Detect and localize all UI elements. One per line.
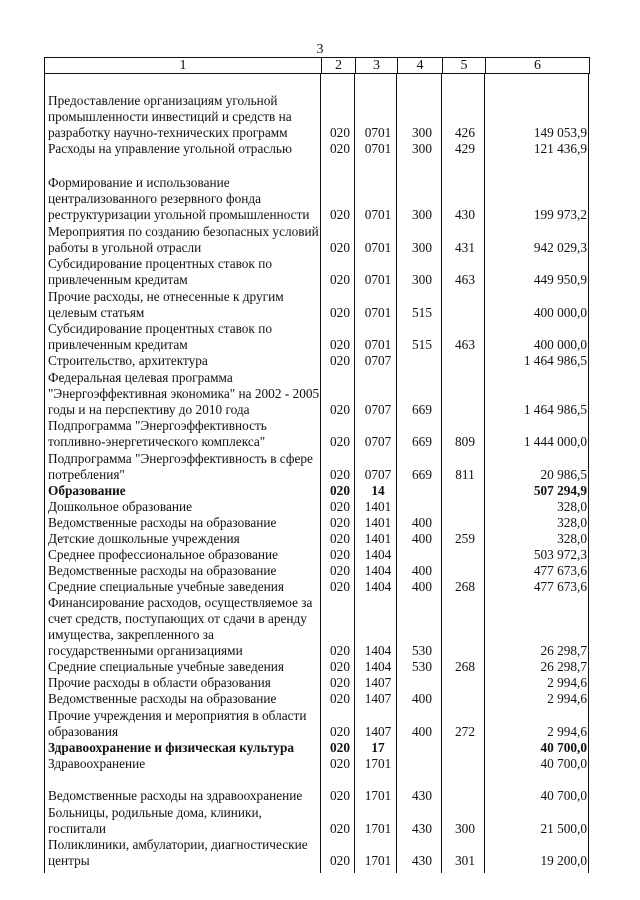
table-row [44, 691, 590, 707]
row-name: Средние специальные учебные заведения [48, 579, 284, 594]
row-col-2: 020 [330, 272, 350, 287]
row-col-2: 020 [330, 756, 350, 771]
row-col-3: 0701 [364, 240, 392, 255]
row-col-4: 300 [412, 240, 432, 255]
row-col-6: 503 972,3 [533, 547, 587, 562]
row-col-5: 272 [455, 724, 475, 739]
header-col-2: 2 [321, 58, 355, 73]
row-col-5: 426 [455, 125, 475, 140]
table-row [44, 740, 590, 756]
row-name: Строительство, архитектура [48, 353, 208, 368]
row-col-4: 400 [412, 724, 432, 739]
row-name: Ведомственные расходы на образование [48, 515, 277, 530]
row-col-3: 0701 [364, 207, 392, 222]
row-col-3: 1404 [364, 563, 392, 578]
row-col-3: 1701 [364, 821, 392, 836]
row-col-2: 020 [330, 467, 350, 482]
row-col-3: 1401 [364, 499, 392, 514]
row-col-6: 19 200,0 [540, 853, 587, 868]
row-name: Здравоохранение [48, 756, 146, 771]
row-col-3: 1404 [364, 579, 392, 594]
row-col-4: 430 [412, 853, 432, 868]
row-col-2: 020 [330, 659, 350, 674]
row-col-5: 811 [455, 467, 475, 482]
row-col-2: 020 [330, 337, 350, 352]
row-col-4: 430 [412, 821, 432, 836]
row-col-5: 300 [455, 821, 475, 836]
row-name: Предоставление организациям угольной промышленности инвестиций и средств на разработку научно-технических программ [48, 93, 292, 140]
row-col-6: 400 000,0 [533, 305, 587, 320]
row-col-5: 259 [455, 531, 475, 546]
row-col-2: 020 [330, 547, 350, 562]
table-row [44, 499, 590, 515]
row-col-6: 40 700,0 [540, 756, 587, 771]
row-col-4: 669 [412, 402, 432, 417]
row-col-3: 17 [371, 740, 385, 755]
row-col-6: 2 994,6 [547, 675, 587, 690]
row-col-3: 0701 [364, 337, 392, 352]
table-body [44, 73, 590, 873]
row-col-5: 809 [455, 434, 475, 449]
row-name: Здравоохранение и физическая культура [48, 740, 295, 755]
row-col-3: 1404 [364, 643, 392, 658]
row-col-3: 0701 [364, 305, 392, 320]
row-col-2: 020 [330, 305, 350, 320]
row-col-4: 400 [412, 563, 432, 578]
row-col-6: 942 029,3 [533, 240, 587, 255]
row-col-6: 26 298,7 [540, 643, 587, 658]
row-name: Образование [48, 483, 126, 498]
row-col-5: 429 [455, 141, 475, 156]
row-col-6: 449 950,9 [533, 272, 587, 287]
row-col-6: 2 994,6 [547, 691, 587, 706]
table-row [44, 451, 590, 483]
row-name: Прочие учреждения и мероприятия в области образования [48, 708, 307, 739]
row-col-2: 020 [330, 788, 350, 803]
row-col-4: 530 [412, 659, 432, 674]
row-col-2: 020 [330, 207, 350, 222]
row-name: Детские дошкольные учреждения [48, 531, 240, 546]
row-col-3: 0707 [364, 353, 392, 368]
row-col-3: 1404 [364, 659, 392, 674]
row-col-2: 020 [330, 240, 350, 255]
row-col-6: 40 700,0 [540, 740, 587, 755]
row-col-6: 1 444 000,0 [523, 434, 587, 449]
table-row [44, 370, 590, 418]
table-row [44, 837, 590, 869]
row-name: Средние специальные учебные заведения [48, 659, 284, 674]
row-name: Подпрограмма "Энергоэффективность в сфере потребления" [48, 451, 313, 482]
row-col-2: 020 [330, 141, 350, 156]
table-row [44, 675, 590, 691]
row-col-5: 268 [455, 579, 475, 594]
row-col-3: 1404 [364, 547, 392, 562]
row-col-5: 430 [455, 207, 475, 222]
table-row [44, 547, 590, 563]
header-col-6: 6 [485, 58, 589, 73]
row-col-3: 0701 [364, 272, 392, 287]
row-col-3: 1701 [364, 788, 392, 803]
row-col-6: 328,0 [557, 531, 587, 546]
row-name: Среднее профессиональное образование [48, 547, 278, 562]
row-name: Ведомственные расходы на образование [48, 563, 277, 578]
row-col-4: 430 [412, 788, 432, 803]
row-name: Расходы на управление угольной отраслью [48, 141, 292, 156]
row-col-4: 300 [412, 141, 432, 156]
row-col-6: 121 436,9 [533, 141, 587, 156]
row-name: Дошкольное образование [48, 499, 192, 514]
row-col-4: 515 [412, 305, 432, 320]
row-col-3: 0701 [364, 141, 392, 156]
table-row [44, 563, 590, 579]
row-col-6: 328,0 [557, 515, 587, 530]
row-col-6: 149 053,9 [533, 125, 587, 140]
row-col-3: 1407 [364, 724, 392, 739]
table-row [44, 756, 590, 772]
table-row [44, 159, 590, 223]
table-row [44, 772, 590, 804]
row-col-4: 400 [412, 531, 432, 546]
row-col-3: 0707 [364, 434, 392, 449]
row-col-5: 301 [455, 853, 475, 868]
row-name: Поликлиники, амбулатории, диагностические центры [48, 837, 308, 868]
row-col-2: 020 [330, 853, 350, 868]
row-col-4: 400 [412, 579, 432, 594]
row-col-4: 300 [412, 207, 432, 222]
row-col-2: 020 [330, 579, 350, 594]
row-col-3: 1407 [364, 691, 392, 706]
row-col-5: 431 [455, 240, 475, 255]
table-row [44, 418, 590, 450]
row-col-2: 020 [330, 691, 350, 706]
row-col-2: 020 [330, 402, 350, 417]
row-name: Финансирование расходов, осуществляемое за счет средств, поступающих от сдачи в аренду имущества, закрепленного за государственными организациями [48, 595, 313, 658]
table-row [44, 93, 590, 141]
page-number: 3 [316, 42, 324, 57]
header-col-5: 5 [442, 58, 485, 73]
row-col-5: 463 [455, 272, 475, 287]
row-col-2: 020 [330, 515, 350, 530]
row-col-5: 268 [455, 659, 475, 674]
row-col-3: 14 [371, 483, 385, 498]
row-name: Подпрограмма "Энергоэффективность топливно-энергетического комплекса" [48, 418, 267, 449]
table-row [44, 579, 590, 659]
table-header [44, 57, 590, 74]
row-col-2: 020 [330, 740, 350, 755]
row-col-4: 300 [412, 272, 432, 287]
table-row [44, 805, 590, 837]
row-name: Больницы, родильные дома, клиники, госпитали [48, 805, 262, 836]
row-col-3: 1701 [364, 853, 392, 868]
row-name: Формирование и использование централизованного резервного фонда реструктуризации угольной промышленности [48, 175, 310, 222]
table-row [44, 321, 590, 353]
row-col-6: 21 500,0 [540, 821, 587, 836]
row-col-4: 300 [412, 125, 432, 140]
row-col-6: 507 294,9 [533, 483, 587, 498]
row-col-6: 1 464 986,5 [523, 402, 587, 417]
table-row [44, 256, 590, 288]
row-col-5: 463 [455, 337, 475, 352]
header-col-4: 4 [397, 58, 442, 73]
row-name: Ведомственные расходы на образование [48, 691, 277, 706]
row-col-3: 1401 [364, 531, 392, 546]
row-col-3: 0701 [364, 125, 392, 140]
row-col-3: 1401 [364, 515, 392, 530]
row-col-3: 1701 [364, 756, 392, 771]
row-col-4: 400 [412, 515, 432, 530]
row-col-2: 020 [330, 724, 350, 739]
row-col-3: 0707 [364, 467, 392, 482]
row-name: Прочие расходы, не отнесенные к другим целевым статьям [48, 289, 284, 320]
row-name: Федеральная целевая программа "Энергоэффективная экономика" на 2002 - 2005 годы и на перспективу до 2010 года [48, 370, 320, 417]
table-row [44, 224, 590, 256]
row-col-6: 2 994,6 [547, 724, 587, 739]
row-col-4: 400 [412, 691, 432, 706]
row-name: Субсидирование процентных ставок по привлеченным кредитам [48, 321, 272, 352]
table-row [44, 141, 590, 157]
row-col-2: 020 [330, 643, 350, 658]
table-row [44, 289, 590, 321]
row-col-2: 020 [330, 531, 350, 546]
row-col-4: 515 [412, 337, 432, 352]
row-col-4: 669 [412, 467, 432, 482]
header-col-1: 1 [179, 58, 187, 73]
row-col-6: 199 973,2 [533, 207, 587, 222]
row-name: Прочие расходы в области образования [48, 675, 271, 690]
row-col-2: 020 [330, 125, 350, 140]
table-row [44, 353, 590, 369]
row-col-6: 477 673,6 [533, 563, 587, 578]
row-name: Субсидирование процентных ставок по привлеченным кредитам [48, 256, 272, 287]
table-row [44, 708, 590, 740]
row-col-2: 020 [330, 499, 350, 514]
row-col-6: 1 464 986,5 [523, 353, 587, 368]
row-name: Мероприятия по созданию безопасных условий работы в угольной отрасли [48, 224, 319, 255]
row-col-6: 328,0 [557, 499, 587, 514]
row-name: Ведомственные расходы на здравоохранение [48, 788, 303, 803]
row-col-2: 020 [330, 675, 350, 690]
row-col-6: 40 700,0 [540, 788, 587, 803]
row-col-6: 20 986,5 [540, 467, 587, 482]
row-col-2: 020 [330, 353, 350, 368]
row-col-2: 020 [330, 821, 350, 836]
table-row [44, 515, 590, 531]
table-row [44, 531, 590, 547]
row-col-2: 020 [330, 563, 350, 578]
table-row [44, 483, 590, 499]
row-col-3: 1407 [364, 675, 392, 690]
row-col-4: 530 [412, 643, 432, 658]
table-row [44, 659, 590, 675]
row-col-2: 020 [330, 434, 350, 449]
row-col-6: 26 298,7 [540, 659, 587, 674]
row-col-6: 400 000,0 [533, 337, 587, 352]
row-col-6: 477 673,6 [533, 579, 587, 594]
row-col-3: 0707 [364, 402, 392, 417]
row-col-4: 669 [412, 434, 432, 449]
row-col-2: 020 [330, 483, 350, 498]
header-col-3: 3 [355, 58, 397, 73]
